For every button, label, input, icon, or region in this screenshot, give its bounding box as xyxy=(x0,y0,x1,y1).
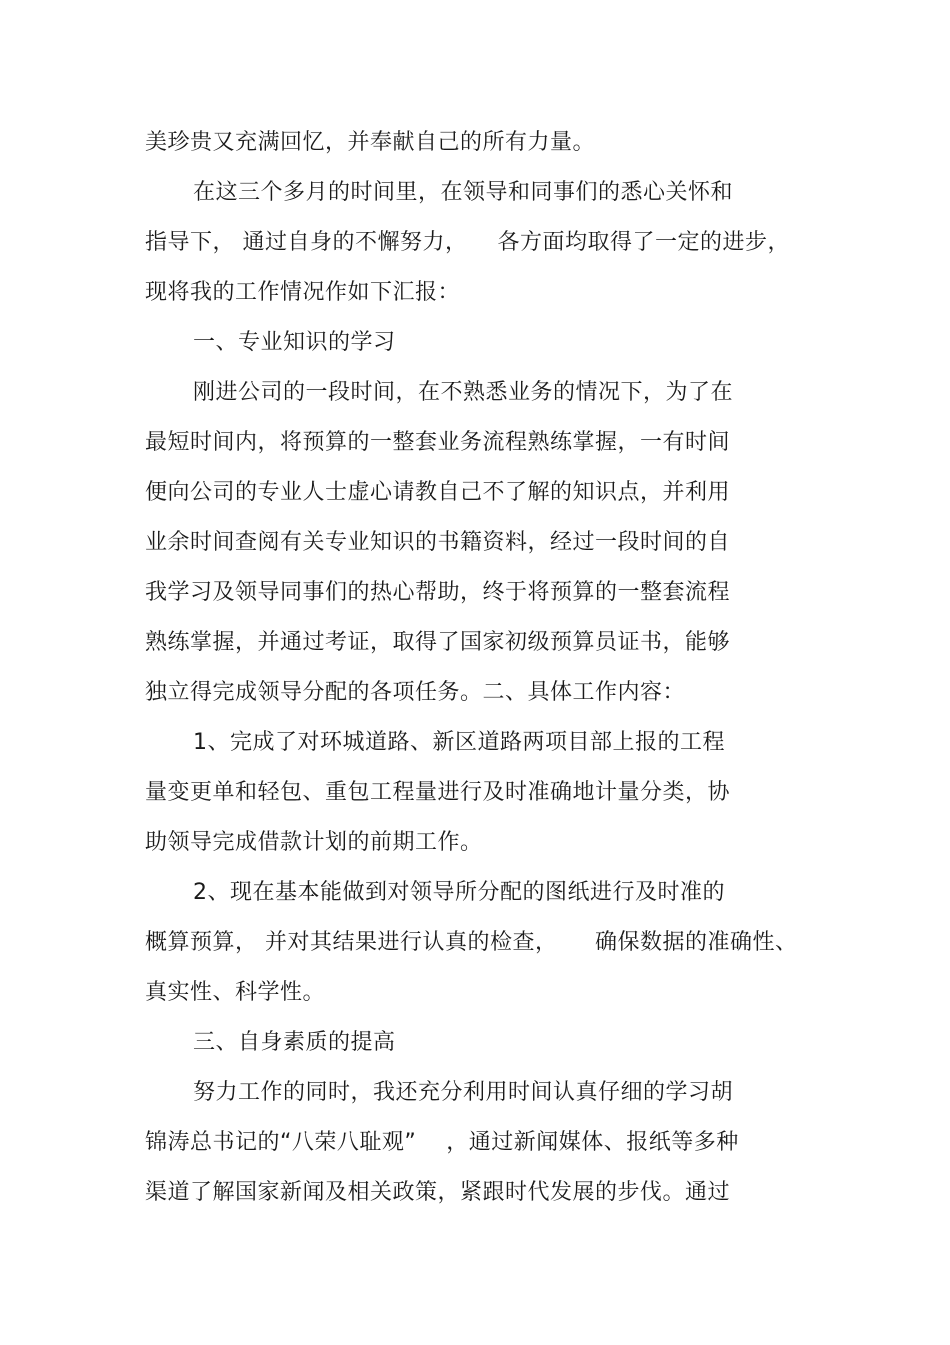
text-line: 刚进公司的一段时间，在不熟悉业务的情况下，为了在 xyxy=(193,380,734,405)
text-line: 助领导完成借款计划的前期工作。 xyxy=(145,830,483,855)
text-line: 业余时间查阅有关专业知识的书籍资料，经过一段时间的自 xyxy=(145,530,731,555)
text-line: 最短时间内，将预算的一整套业务流程熟练掌握，一有时间 xyxy=(145,430,731,455)
section-heading: 三、自身素质的提高 xyxy=(193,1030,396,1055)
text-line: 现将我的工作情况作如下汇报： xyxy=(145,280,461,305)
text-line: 在这三个多月的时间里，在领导和同事们的悉心关怀和 xyxy=(193,180,734,205)
section-heading: 一、专业知识的学习 xyxy=(193,330,396,355)
text-line: 2、现在基本能做到对领导所分配的图纸进行及时准的 xyxy=(193,880,725,905)
text-line: 努力工作的同时，我还充分利用时间认真仔细的学习胡 xyxy=(193,1080,734,1105)
text-line: 锦涛总书记的“八荣八耻观” ，通过新闻媒体、报纸等多种 xyxy=(145,1130,739,1155)
text-line: 独立得完成领导分配的各项任务。二、具体工作内容： xyxy=(145,680,686,705)
text-line: 熟练掌握，并通过考证，取得了国家初级预算员证书，能够 xyxy=(145,630,731,655)
text-line: 量变更单和轻包、重包工程量进行及时准确地计量分类，协 xyxy=(145,780,731,805)
text-line: 概算预算， 并对其结果进行认真的检查， 确保数据的准确性、 xyxy=(145,930,798,955)
text-line: 我学习及领导同事们的热心帮助，终于将预算的一整套流程 xyxy=(145,580,731,605)
text-line: 便向公司的专业人士虚心请教自己不了解的知识点，并利用 xyxy=(145,480,731,505)
text-line: 美珍贵又充满回忆，并奉献自己的所有力量。 xyxy=(145,130,596,155)
text-line: 指导下， 通过自身的不懈努力， 各方面均取得了一定的进步， xyxy=(145,230,790,255)
text-line: 渠道了解国家新闻及相关政策，紧跟时代发展的步伐。通过 xyxy=(145,1180,731,1205)
text-line: 真实性、科学性。 xyxy=(145,980,326,1005)
text-line: 1、完成了对环城道路、新区道路两项目部上报的工程 xyxy=(193,730,725,755)
